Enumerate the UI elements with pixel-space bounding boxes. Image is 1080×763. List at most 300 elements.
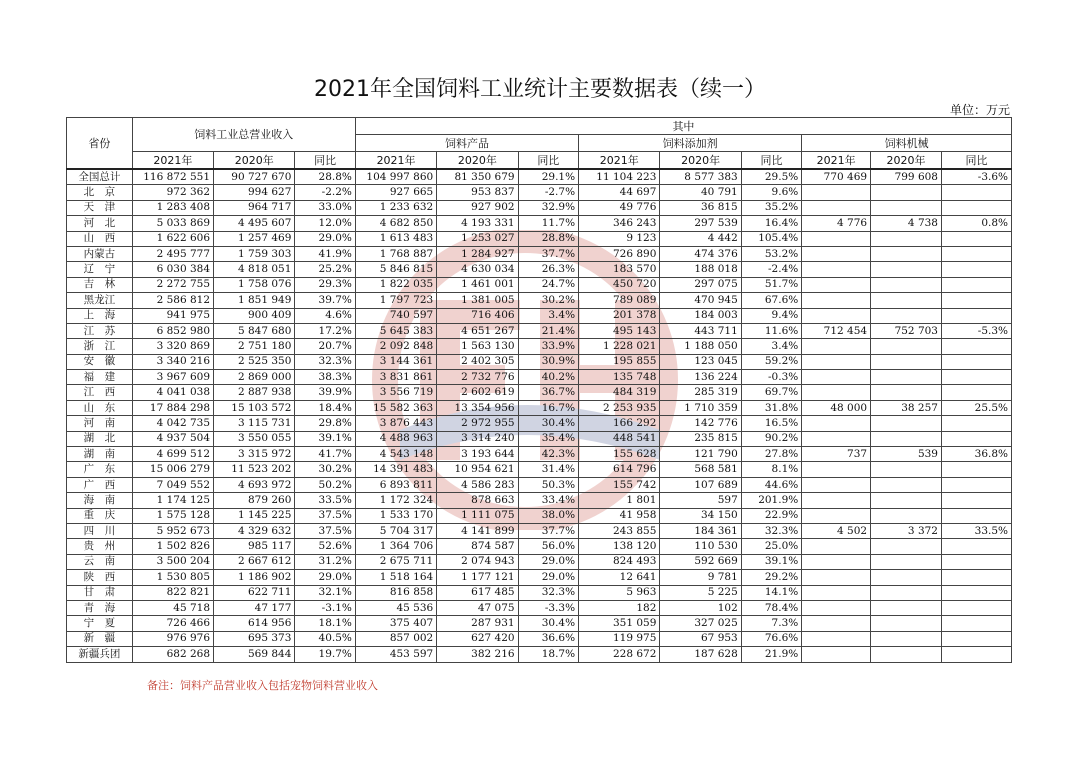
value-cell-f21: 5 704 317 bbox=[355, 523, 436, 538]
value-cell-mp bbox=[941, 262, 1011, 277]
value-cell-mp bbox=[941, 539, 1011, 554]
value-cell-m20 bbox=[871, 570, 942, 585]
value-cell-a21: 346 243 bbox=[579, 216, 660, 231]
province-cell: 河 北 bbox=[67, 216, 133, 231]
value-cell-m21: 48 000 bbox=[802, 400, 871, 415]
value-cell-t21: 726 466 bbox=[132, 616, 213, 631]
value-cell-mp bbox=[941, 231, 1011, 246]
value-cell-t20: 964 717 bbox=[214, 200, 295, 215]
value-cell-a21: 138 120 bbox=[579, 539, 660, 554]
table-row bbox=[67, 431, 1012, 446]
value-cell-m21 bbox=[802, 493, 871, 508]
value-cell-m20: 799 608 bbox=[871, 169, 942, 185]
province-cell: 安 徽 bbox=[67, 354, 133, 369]
value-cell-mp bbox=[941, 339, 1011, 354]
header-feed-machinery: 饲料机械 bbox=[802, 135, 1012, 152]
value-cell-t21: 7 049 552 bbox=[132, 477, 213, 492]
value-cell-fp: 30.9% bbox=[518, 354, 578, 369]
value-cell-m20: 4 738 bbox=[871, 216, 942, 231]
value-cell-f21: 1 768 887 bbox=[355, 246, 436, 261]
value-cell-f21: 104 997 860 bbox=[355, 169, 436, 185]
value-cell-t21: 1 622 606 bbox=[132, 231, 213, 246]
value-cell-m21 bbox=[802, 246, 871, 261]
province-cell: 江 西 bbox=[67, 385, 133, 400]
value-cell-fp: 37.7% bbox=[518, 523, 578, 538]
value-cell-f20: 627 420 bbox=[437, 631, 518, 646]
value-cell-a21: 824 493 bbox=[579, 554, 660, 569]
table-row bbox=[67, 339, 1012, 354]
value-cell-a21: 49 776 bbox=[579, 200, 660, 215]
table-row bbox=[67, 200, 1012, 215]
value-cell-m21: 712 454 bbox=[802, 323, 871, 338]
value-cell-fp: 30.4% bbox=[518, 616, 578, 631]
value-cell-t21: 1 530 805 bbox=[132, 570, 213, 585]
value-cell-m21 bbox=[802, 585, 871, 600]
value-cell-m20 bbox=[871, 647, 942, 662]
value-cell-a21: 201 378 bbox=[579, 308, 660, 323]
value-cell-t21: 3 320 869 bbox=[132, 339, 213, 354]
value-cell-m21: 737 bbox=[802, 447, 871, 462]
value-cell-ap: 7.3% bbox=[741, 616, 801, 631]
value-cell-a21: 119 975 bbox=[579, 631, 660, 646]
value-cell-tp: 25.2% bbox=[295, 262, 356, 277]
province-cell: 北 京 bbox=[67, 185, 133, 200]
province-cell: 天 津 bbox=[67, 200, 133, 215]
value-cell-mp bbox=[941, 585, 1011, 600]
header-year-2021: 2021年 bbox=[579, 152, 660, 170]
value-cell-m20 bbox=[871, 308, 942, 323]
value-cell-m20: 752 703 bbox=[871, 323, 942, 338]
value-cell-tp: 29.3% bbox=[295, 277, 356, 292]
value-cell-mp bbox=[941, 185, 1011, 200]
value-cell-tp: 37.5% bbox=[295, 523, 356, 538]
value-cell-m20 bbox=[871, 431, 942, 446]
value-cell-ap: 69.7% bbox=[741, 385, 801, 400]
value-cell-mp bbox=[941, 293, 1011, 308]
value-cell-mp bbox=[941, 370, 1011, 385]
value-cell-m20 bbox=[871, 477, 942, 492]
header-yoy: 同比 bbox=[295, 152, 356, 170]
value-cell-t21: 1 174 125 bbox=[132, 493, 213, 508]
value-cell-f20: 10 954 621 bbox=[437, 462, 518, 477]
value-cell-t21: 976 976 bbox=[132, 631, 213, 646]
value-cell-f20: 1 284 927 bbox=[437, 246, 518, 261]
value-cell-ap: 78.4% bbox=[741, 600, 801, 615]
value-cell-a20: 5 225 bbox=[660, 585, 741, 600]
value-cell-tp: 39.1% bbox=[295, 431, 356, 446]
value-cell-f21: 927 665 bbox=[355, 185, 436, 200]
table-row bbox=[67, 370, 1012, 385]
header-yoy: 同比 bbox=[741, 152, 801, 170]
value-cell-ap: 9.6% bbox=[741, 185, 801, 200]
value-cell-t20: 1 145 225 bbox=[214, 508, 295, 523]
value-cell-m20 bbox=[871, 508, 942, 523]
header-province: 省份 bbox=[67, 118, 133, 170]
value-cell-t20: 2 887 938 bbox=[214, 385, 295, 400]
value-cell-m21 bbox=[802, 508, 871, 523]
value-cell-ap: 8.1% bbox=[741, 462, 801, 477]
value-cell-m21 bbox=[802, 370, 871, 385]
value-cell-f20: 47 075 bbox=[437, 600, 518, 615]
value-cell-t20: 3 115 731 bbox=[214, 416, 295, 431]
value-cell-tp: 38.3% bbox=[295, 370, 356, 385]
province-cell: 山 西 bbox=[67, 231, 133, 246]
value-cell-mp bbox=[941, 385, 1011, 400]
value-cell-a20: 184 361 bbox=[660, 523, 741, 538]
province-cell: 青 海 bbox=[67, 600, 133, 615]
table-row bbox=[67, 493, 1012, 508]
value-cell-m21 bbox=[802, 631, 871, 646]
value-cell-a21: 243 855 bbox=[579, 523, 660, 538]
value-cell-a21: 166 292 bbox=[579, 416, 660, 431]
value-cell-m21 bbox=[802, 570, 871, 585]
value-cell-f20: 1 253 027 bbox=[437, 231, 518, 246]
value-cell-m21 bbox=[802, 308, 871, 323]
value-cell-tp: 30.2% bbox=[295, 462, 356, 477]
value-cell-f21: 740 597 bbox=[355, 308, 436, 323]
value-cell-m21 bbox=[802, 539, 871, 554]
value-cell-a21: 2 253 935 bbox=[579, 400, 660, 415]
value-cell-f20: 1 111 075 bbox=[437, 508, 518, 523]
table-row bbox=[67, 631, 1012, 646]
value-cell-tp: 39.7% bbox=[295, 293, 356, 308]
value-cell-a20: 123 045 bbox=[660, 354, 741, 369]
value-cell-mp bbox=[941, 570, 1011, 585]
value-cell-t21: 15 006 279 bbox=[132, 462, 213, 477]
value-cell-a20: 592 669 bbox=[660, 554, 741, 569]
value-cell-f21: 453 597 bbox=[355, 647, 436, 662]
value-cell-f21: 14 391 483 bbox=[355, 462, 436, 477]
value-cell-tp: 18.4% bbox=[295, 400, 356, 415]
value-cell-m20: 3 372 bbox=[871, 523, 942, 538]
value-cell-fp: 33.4% bbox=[518, 493, 578, 508]
table-row bbox=[67, 462, 1012, 477]
header-year-2020: 2020年 bbox=[437, 152, 518, 170]
value-cell-f20: 4 586 283 bbox=[437, 477, 518, 492]
value-cell-m21 bbox=[802, 231, 871, 246]
value-cell-ap: 25.0% bbox=[741, 539, 801, 554]
value-cell-m21: 4 776 bbox=[802, 216, 871, 231]
value-cell-t20: 4 329 632 bbox=[214, 523, 295, 538]
province-cell: 海 南 bbox=[67, 493, 133, 508]
value-cell-m21 bbox=[802, 385, 871, 400]
value-cell-a20: 187 628 bbox=[660, 647, 741, 662]
value-cell-fp: 29.1% bbox=[518, 169, 578, 185]
value-cell-a21: 351 059 bbox=[579, 616, 660, 631]
value-cell-ap: 22.9% bbox=[741, 508, 801, 523]
value-cell-fp: 36.7% bbox=[518, 385, 578, 400]
value-cell-t21: 4 042 735 bbox=[132, 416, 213, 431]
value-cell-a20: 4 442 bbox=[660, 231, 741, 246]
value-cell-f21: 1 518 164 bbox=[355, 570, 436, 585]
value-cell-a20: 285 319 bbox=[660, 385, 741, 400]
province-cell: 宁 夏 bbox=[67, 616, 133, 631]
value-cell-tp: 32.3% bbox=[295, 354, 356, 369]
value-cell-f20: 716 406 bbox=[437, 308, 518, 323]
value-cell-tp: 32.1% bbox=[295, 585, 356, 600]
value-cell-m21: 770 469 bbox=[802, 169, 871, 185]
value-cell-m21 bbox=[802, 354, 871, 369]
value-cell-ap: 16.4% bbox=[741, 216, 801, 231]
header-feed-products: 饲料产品 bbox=[355, 135, 578, 152]
value-cell-a20: 102 bbox=[660, 600, 741, 615]
value-cell-a20: 67 953 bbox=[660, 631, 741, 646]
value-cell-ap: 76.6% bbox=[741, 631, 801, 646]
value-cell-f20: 1 381 005 bbox=[437, 293, 518, 308]
value-cell-t20: 614 956 bbox=[214, 616, 295, 631]
value-cell-a20: 297 075 bbox=[660, 277, 741, 292]
value-cell-a20: 121 790 bbox=[660, 447, 741, 462]
province-cell: 陕 西 bbox=[67, 570, 133, 585]
footnote: 备注：饲料产品营业收入包括宠物饲料营业收入 bbox=[147, 679, 378, 692]
value-cell-t21: 6 852 980 bbox=[132, 323, 213, 338]
value-cell-fp: 30.4% bbox=[518, 416, 578, 431]
value-cell-m21 bbox=[802, 600, 871, 615]
province-cell: 上 海 bbox=[67, 308, 133, 323]
value-cell-m20 bbox=[871, 493, 942, 508]
value-cell-f20: 874 587 bbox=[437, 539, 518, 554]
value-cell-f21: 1 364 706 bbox=[355, 539, 436, 554]
value-cell-m21 bbox=[802, 616, 871, 631]
value-cell-f20: 1 563 130 bbox=[437, 339, 518, 354]
value-cell-ap: 59.2% bbox=[741, 354, 801, 369]
value-cell-m20 bbox=[871, 262, 942, 277]
value-cell-a20: 443 711 bbox=[660, 323, 741, 338]
province-cell: 吉 林 bbox=[67, 277, 133, 292]
table-row bbox=[67, 477, 1012, 492]
value-cell-fp: 31.4% bbox=[518, 462, 578, 477]
value-cell-fp: 40.2% bbox=[518, 370, 578, 385]
province-cell: 贵 州 bbox=[67, 539, 133, 554]
value-cell-m20 bbox=[871, 277, 942, 292]
value-cell-f21: 1 233 632 bbox=[355, 200, 436, 215]
value-cell-f20: 878 663 bbox=[437, 493, 518, 508]
header-yoy: 同比 bbox=[518, 152, 578, 170]
value-cell-t20: 695 373 bbox=[214, 631, 295, 646]
header-year-2020: 2020年 bbox=[871, 152, 942, 170]
value-cell-t21: 972 362 bbox=[132, 185, 213, 200]
value-cell-m20 bbox=[871, 339, 942, 354]
value-cell-mp bbox=[941, 631, 1011, 646]
value-cell-f21: 3 556 719 bbox=[355, 385, 436, 400]
value-cell-f20: 2 602 619 bbox=[437, 385, 518, 400]
value-cell-a20: 8 577 383 bbox=[660, 169, 741, 185]
value-cell-a21: 9 123 bbox=[579, 231, 660, 246]
header-year-2021: 2021年 bbox=[132, 152, 213, 170]
header-year-2020: 2020年 bbox=[660, 152, 741, 170]
value-cell-m21 bbox=[802, 647, 871, 662]
value-cell-t21: 45 718 bbox=[132, 600, 213, 615]
value-cell-a20: 568 581 bbox=[660, 462, 741, 477]
value-cell-f20: 1 177 121 bbox=[437, 570, 518, 585]
value-cell-ap: 53.2% bbox=[741, 246, 801, 261]
value-cell-f21: 1 172 324 bbox=[355, 493, 436, 508]
value-cell-m21 bbox=[802, 185, 871, 200]
value-cell-f20: 953 837 bbox=[437, 185, 518, 200]
value-cell-a21: 1 801 bbox=[579, 493, 660, 508]
table-row bbox=[67, 216, 1012, 231]
value-cell-fp: 35.4% bbox=[518, 431, 578, 446]
value-cell-fp: 29.0% bbox=[518, 570, 578, 585]
value-cell-fp: 37.7% bbox=[518, 246, 578, 261]
value-cell-m20 bbox=[871, 293, 942, 308]
value-cell-a21: 484 319 bbox=[579, 385, 660, 400]
value-cell-a20: 470 945 bbox=[660, 293, 741, 308]
value-cell-a20: 1 710 359 bbox=[660, 400, 741, 415]
value-cell-fp: -2.7% bbox=[518, 185, 578, 200]
value-cell-f20: 2 074 943 bbox=[437, 554, 518, 569]
value-cell-m20 bbox=[871, 385, 942, 400]
value-cell-mp bbox=[941, 200, 1011, 215]
province-cell: 重 庆 bbox=[67, 508, 133, 523]
value-cell-fp: 32.3% bbox=[518, 585, 578, 600]
value-cell-fp: 30.2% bbox=[518, 293, 578, 308]
value-cell-t20: 2 525 350 bbox=[214, 354, 295, 369]
province-cell: 福 建 bbox=[67, 370, 133, 385]
table-row bbox=[67, 554, 1012, 569]
value-cell-f20: 382 216 bbox=[437, 647, 518, 662]
value-cell-t20: 879 260 bbox=[214, 493, 295, 508]
province-cell: 新疆兵团 bbox=[67, 647, 133, 662]
table-row bbox=[67, 293, 1012, 308]
value-cell-m21 bbox=[802, 431, 871, 446]
value-cell-fp: 36.6% bbox=[518, 631, 578, 646]
value-cell-tp: 29.8% bbox=[295, 416, 356, 431]
value-cell-mp bbox=[941, 354, 1011, 369]
value-cell-tp: 4.6% bbox=[295, 308, 356, 323]
value-cell-m21 bbox=[802, 262, 871, 277]
value-cell-ap: 90.2% bbox=[741, 431, 801, 446]
value-cell-mp bbox=[941, 246, 1011, 261]
value-cell-mp bbox=[941, 308, 1011, 323]
value-cell-t21: 5 952 673 bbox=[132, 523, 213, 538]
value-cell-tp: 41.9% bbox=[295, 246, 356, 261]
value-cell-f21: 816 858 bbox=[355, 585, 436, 600]
value-cell-a20: 136 224 bbox=[660, 370, 741, 385]
value-cell-t21: 4 041 038 bbox=[132, 385, 213, 400]
value-cell-t20: 4 495 607 bbox=[214, 216, 295, 231]
value-cell-tp: 19.7% bbox=[295, 647, 356, 662]
value-cell-t21: 4 937 504 bbox=[132, 431, 213, 446]
value-cell-f21: 857 002 bbox=[355, 631, 436, 646]
value-cell-t20: 900 409 bbox=[214, 308, 295, 323]
value-cell-a21: 450 720 bbox=[579, 277, 660, 292]
value-cell-m20 bbox=[871, 354, 942, 369]
province-cell: 黑龙江 bbox=[67, 293, 133, 308]
value-cell-tp: -2.2% bbox=[295, 185, 356, 200]
header-yoy: 同比 bbox=[941, 152, 1011, 170]
value-cell-t20: 2 869 000 bbox=[214, 370, 295, 385]
value-cell-ap: -2.4% bbox=[741, 262, 801, 277]
value-cell-t20: 994 627 bbox=[214, 185, 295, 200]
value-cell-t21: 116 872 551 bbox=[132, 169, 213, 185]
province-cell: 新 疆 bbox=[67, 631, 133, 646]
province-cell: 云 南 bbox=[67, 554, 133, 569]
value-cell-f21: 1 613 483 bbox=[355, 231, 436, 246]
value-cell-t20: 1 186 902 bbox=[214, 570, 295, 585]
value-cell-fp: 3.4% bbox=[518, 308, 578, 323]
value-cell-ap: 16.5% bbox=[741, 416, 801, 431]
value-cell-f20: 3 193 644 bbox=[437, 447, 518, 462]
value-cell-tp: 41.7% bbox=[295, 447, 356, 462]
value-cell-fp: 24.7% bbox=[518, 277, 578, 292]
value-cell-t21: 682 268 bbox=[132, 647, 213, 662]
value-cell-a21: 726 890 bbox=[579, 246, 660, 261]
table-row bbox=[67, 277, 1012, 292]
value-cell-a20: 188 018 bbox=[660, 262, 741, 277]
value-cell-m21 bbox=[802, 462, 871, 477]
value-cell-m20 bbox=[871, 616, 942, 631]
value-cell-ap: 3.4% bbox=[741, 339, 801, 354]
value-cell-f20: 13 354 956 bbox=[437, 400, 518, 415]
value-cell-fp: 33.9% bbox=[518, 339, 578, 354]
table-row bbox=[67, 600, 1012, 615]
value-cell-f20: 927 902 bbox=[437, 200, 518, 215]
value-cell-tp: -3.1% bbox=[295, 600, 356, 615]
value-cell-mp bbox=[941, 416, 1011, 431]
value-cell-t21: 1 575 128 bbox=[132, 508, 213, 523]
value-cell-a20: 34 150 bbox=[660, 508, 741, 523]
value-cell-a21: 789 089 bbox=[579, 293, 660, 308]
value-cell-m21 bbox=[802, 293, 871, 308]
value-cell-f20: 4 193 331 bbox=[437, 216, 518, 231]
value-cell-m21 bbox=[802, 554, 871, 569]
value-cell-t20: 4 693 972 bbox=[214, 477, 295, 492]
value-cell-a20: 36 815 bbox=[660, 200, 741, 215]
value-cell-m21: 4 502 bbox=[802, 523, 871, 538]
value-cell-f20: 2 972 955 bbox=[437, 416, 518, 431]
table-row bbox=[67, 308, 1012, 323]
value-cell-m20 bbox=[871, 462, 942, 477]
value-cell-a21: 614 796 bbox=[579, 462, 660, 477]
value-cell-ap: 31.8% bbox=[741, 400, 801, 415]
table-row bbox=[67, 262, 1012, 277]
value-cell-a21: 182 bbox=[579, 600, 660, 615]
value-cell-a21: 1 228 021 bbox=[579, 339, 660, 354]
value-cell-f21: 1 797 723 bbox=[355, 293, 436, 308]
value-cell-f21: 3 831 861 bbox=[355, 370, 436, 385]
value-cell-fp: 21.4% bbox=[518, 323, 578, 338]
value-cell-f20: 2 732 776 bbox=[437, 370, 518, 385]
value-cell-t20: 2 667 612 bbox=[214, 554, 295, 569]
value-cell-a21: 495 143 bbox=[579, 323, 660, 338]
table-body bbox=[67, 169, 1012, 662]
value-cell-fp: 56.0% bbox=[518, 539, 578, 554]
value-cell-ap: 67.6% bbox=[741, 293, 801, 308]
value-cell-m20 bbox=[871, 585, 942, 600]
value-cell-ap: 9.4% bbox=[741, 308, 801, 323]
value-cell-t20: 985 117 bbox=[214, 539, 295, 554]
province-cell: 四 川 bbox=[67, 523, 133, 538]
value-cell-ap: 32.3% bbox=[741, 523, 801, 538]
value-cell-a20: 235 815 bbox=[660, 431, 741, 446]
value-cell-f21: 6 893 811 bbox=[355, 477, 436, 492]
table-row bbox=[67, 647, 1012, 662]
value-cell-mp bbox=[941, 508, 1011, 523]
value-cell-m20 bbox=[871, 185, 942, 200]
value-cell-ap: 35.2% bbox=[741, 200, 801, 215]
province-cell: 辽 宁 bbox=[67, 262, 133, 277]
value-cell-t21: 5 033 869 bbox=[132, 216, 213, 231]
value-cell-tp: 52.6% bbox=[295, 539, 356, 554]
value-cell-a21: 228 672 bbox=[579, 647, 660, 662]
value-cell-t20: 569 844 bbox=[214, 647, 295, 662]
value-cell-fp: 32.9% bbox=[518, 200, 578, 215]
table-row bbox=[67, 616, 1012, 631]
value-cell-mp bbox=[941, 431, 1011, 446]
value-cell-f20: 4 630 034 bbox=[437, 262, 518, 277]
value-cell-a20: 184 003 bbox=[660, 308, 741, 323]
